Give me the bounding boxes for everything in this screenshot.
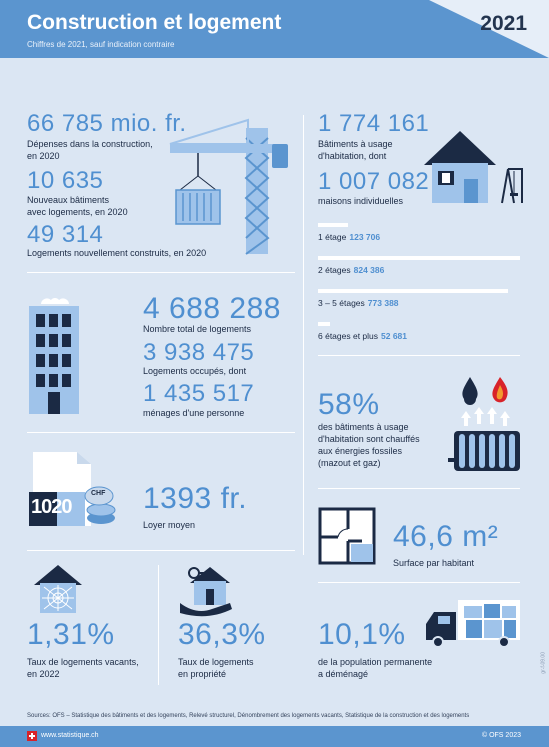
new-buildings-label: Nouveaux bâtiments — [27, 195, 110, 205]
vacancy-rate-value: 1,31% — [27, 618, 115, 651]
website-link[interactable]: www.statistique.ch — [41, 732, 99, 739]
moving-truck-icon — [424, 598, 524, 648]
house-key-icon — [178, 563, 236, 619]
floor-count: 52 681 — [381, 331, 408, 341]
copyright: © OFS 2023 — [481, 732, 521, 739]
construction-spending-label: en 2020 — [27, 151, 60, 161]
floor-count: 824 386 — [353, 265, 385, 275]
divider — [318, 488, 520, 489]
column-divider — [303, 115, 304, 555]
divider — [27, 272, 295, 273]
moved-population-label: de la population permanente — [318, 657, 433, 667]
divider — [318, 582, 520, 583]
footer-bar — [0, 726, 549, 747]
column-divider — [158, 565, 159, 685]
residential-buildings-label: d'habitation, dont — [318, 151, 387, 161]
floor-plan-icon — [318, 507, 378, 567]
floor-bar-label — [318, 232, 380, 242]
occupied-dwellings-value: 3 938 475 — [143, 339, 255, 366]
surface-per-person-value: 46,6 m² — [393, 520, 499, 553]
surface-per-person-label: Surface par habitant — [393, 558, 475, 568]
single-houses-value: 1 007 082 — [318, 168, 430, 195]
year-label: 2021 — [480, 12, 527, 35]
vacancy-rate-label: Taux de logements vacants, — [27, 657, 139, 667]
divider — [27, 550, 295, 551]
residential-buildings-value: 1 774 161 — [318, 110, 430, 137]
floor-bar — [318, 223, 348, 227]
floor-bar-label — [318, 298, 399, 308]
page-subtitle: Chiffres de 2021, sauf indication contraire — [27, 40, 175, 49]
ownership-rate-value: 36,3% — [178, 618, 266, 651]
calendar-number: 1020 — [31, 496, 72, 518]
vacancy-rate-label: en 2022 — [27, 669, 60, 679]
total-dwellings-value: 4 688 288 — [143, 292, 281, 325]
coin-label: CHF — [91, 490, 106, 497]
new-dwellings-value: 49 314 — [27, 221, 104, 248]
floor-bar-label — [318, 331, 407, 341]
floor-bar — [318, 289, 508, 293]
single-person-households-value: 1 435 517 — [143, 380, 255, 407]
sources-note: Sources: OFS – Statistique des bâtiments et des logements, Relevé structurel, Dénombrement des logements vacants, Statistique de la construction et des logements — [27, 713, 470, 719]
divider — [318, 355, 520, 356]
new-buildings-label: avec logements, en 2020 — [27, 207, 128, 217]
total-dwellings-label: Nombre total de logements — [143, 324, 252, 334]
floor-bar — [318, 322, 330, 326]
fossil-heating-value: 58% — [318, 388, 380, 421]
fossil-heating-label: (mazout et gaz) — [318, 458, 381, 468]
floor-bar-label — [318, 265, 384, 275]
apartment-building-icon — [27, 292, 87, 417]
figure-code: gr-f-09.00 — [541, 652, 547, 674]
house-swing-icon — [420, 125, 525, 210]
average-rent-label: Loyer moyen — [143, 520, 196, 530]
swiss-flag-icon — [27, 731, 37, 741]
floor-bar — [318, 256, 520, 260]
radiator-icon — [448, 373, 526, 478]
new-buildings-value: 10 635 — [27, 167, 104, 194]
ownership-rate-label: en propriété — [178, 669, 227, 679]
construction-spending-value: 66 785 mio. fr. — [27, 110, 187, 137]
fossil-heating-label: d'habitation sont chauffés — [318, 434, 420, 444]
fossil-heating-label: aux énergies fossiles — [318, 446, 403, 456]
floor-count: 123 706 — [349, 232, 381, 242]
floor-category: 1 étage — [318, 232, 347, 242]
new-dwellings-label: Logements nouvellement construits, en 2020 — [27, 248, 207, 258]
single-person-households-label: ménages d'une personne — [143, 408, 245, 418]
floor-category: 3 – 5 étages — [318, 298, 365, 308]
vacant-house-cobweb-icon — [30, 563, 86, 615]
occupied-dwellings-label: Logements occupés, dont — [143, 366, 247, 376]
construction-spending-label: Dépenses dans la construction, — [27, 139, 153, 149]
divider — [27, 432, 295, 433]
ownership-rate-label: Taux de logements — [178, 657, 254, 667]
floor-count: 773 388 — [367, 298, 399, 308]
moved-population-label: a déménagé — [318, 669, 369, 679]
floor-category: 2 étages — [318, 265, 351, 275]
moved-population-value: 10,1% — [318, 618, 406, 651]
header-banner — [0, 0, 549, 58]
floor-category: 6 étages et plus — [318, 331, 379, 341]
average-rent-value: 1393 fr. — [143, 482, 248, 515]
page-title: Construction et logement — [27, 11, 282, 34]
single-houses-label: maisons individuelles — [318, 196, 404, 206]
crane-icon — [168, 118, 296, 258]
residential-buildings-label: Bâtiments à usage — [318, 139, 393, 149]
fossil-heating-label: des bâtiments à usage — [318, 422, 409, 432]
